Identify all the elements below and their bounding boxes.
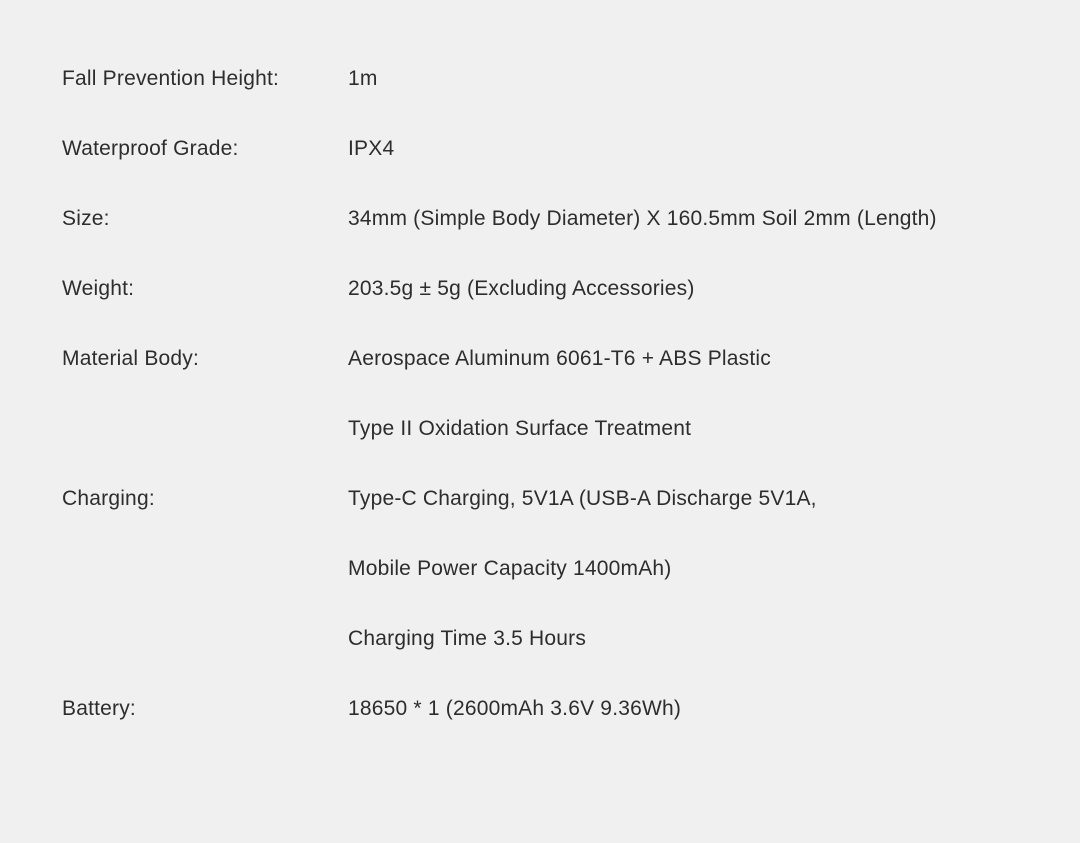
spec-value: Charging Time 3.5 Hours [348, 627, 587, 651]
spec-row-waterproof-grade [62, 114, 1052, 184]
spec-row-battery [62, 674, 1052, 744]
spec-value: 18650 * 1 (2600mAh 3.6V 9.36Wh) [348, 697, 682, 721]
spec-label: Size: [62, 207, 110, 231]
spec-value: Mobile Power Capacity 1400mAh) [348, 557, 672, 581]
spec-value: 34mm (Simple Body Diameter) X 160.5mm Soil 2mm (Length) [348, 207, 937, 231]
spec-row-charging-continued-2 [62, 604, 1052, 674]
spec-label: Weight: [62, 277, 135, 301]
spec-row-fall-prevention-height [62, 44, 1052, 114]
spec-value: IPX4 [348, 137, 395, 161]
spec-label: Battery: [62, 697, 136, 721]
spec-label: Charging: [62, 487, 155, 511]
spec-row-charging-continued-1 [62, 534, 1052, 604]
spec-row-weight [62, 254, 1052, 324]
spec-table [62, 44, 1052, 744]
spec-value: Type-C Charging, 5V1A (USB-A Discharge 5V1A, [348, 487, 817, 511]
spec-row-charging [62, 464, 1052, 534]
spec-row-material-body [62, 324, 1052, 394]
spec-label: Waterproof Grade: [62, 137, 239, 161]
spec-value: 203.5g ± 5g (Excluding Accessories) [348, 277, 695, 301]
spec-value: 1m [348, 67, 378, 91]
spec-value: Aerospace Aluminum 6061-T6 + ABS Plastic [348, 347, 771, 371]
spec-row-material-body-continued [62, 394, 1052, 464]
spec-value: Type II Oxidation Surface Treatment [348, 417, 692, 441]
spec-label: Fall Prevention Height: [62, 67, 280, 91]
spec-label: Material Body: [62, 347, 200, 371]
spec-row-size [62, 184, 1052, 254]
